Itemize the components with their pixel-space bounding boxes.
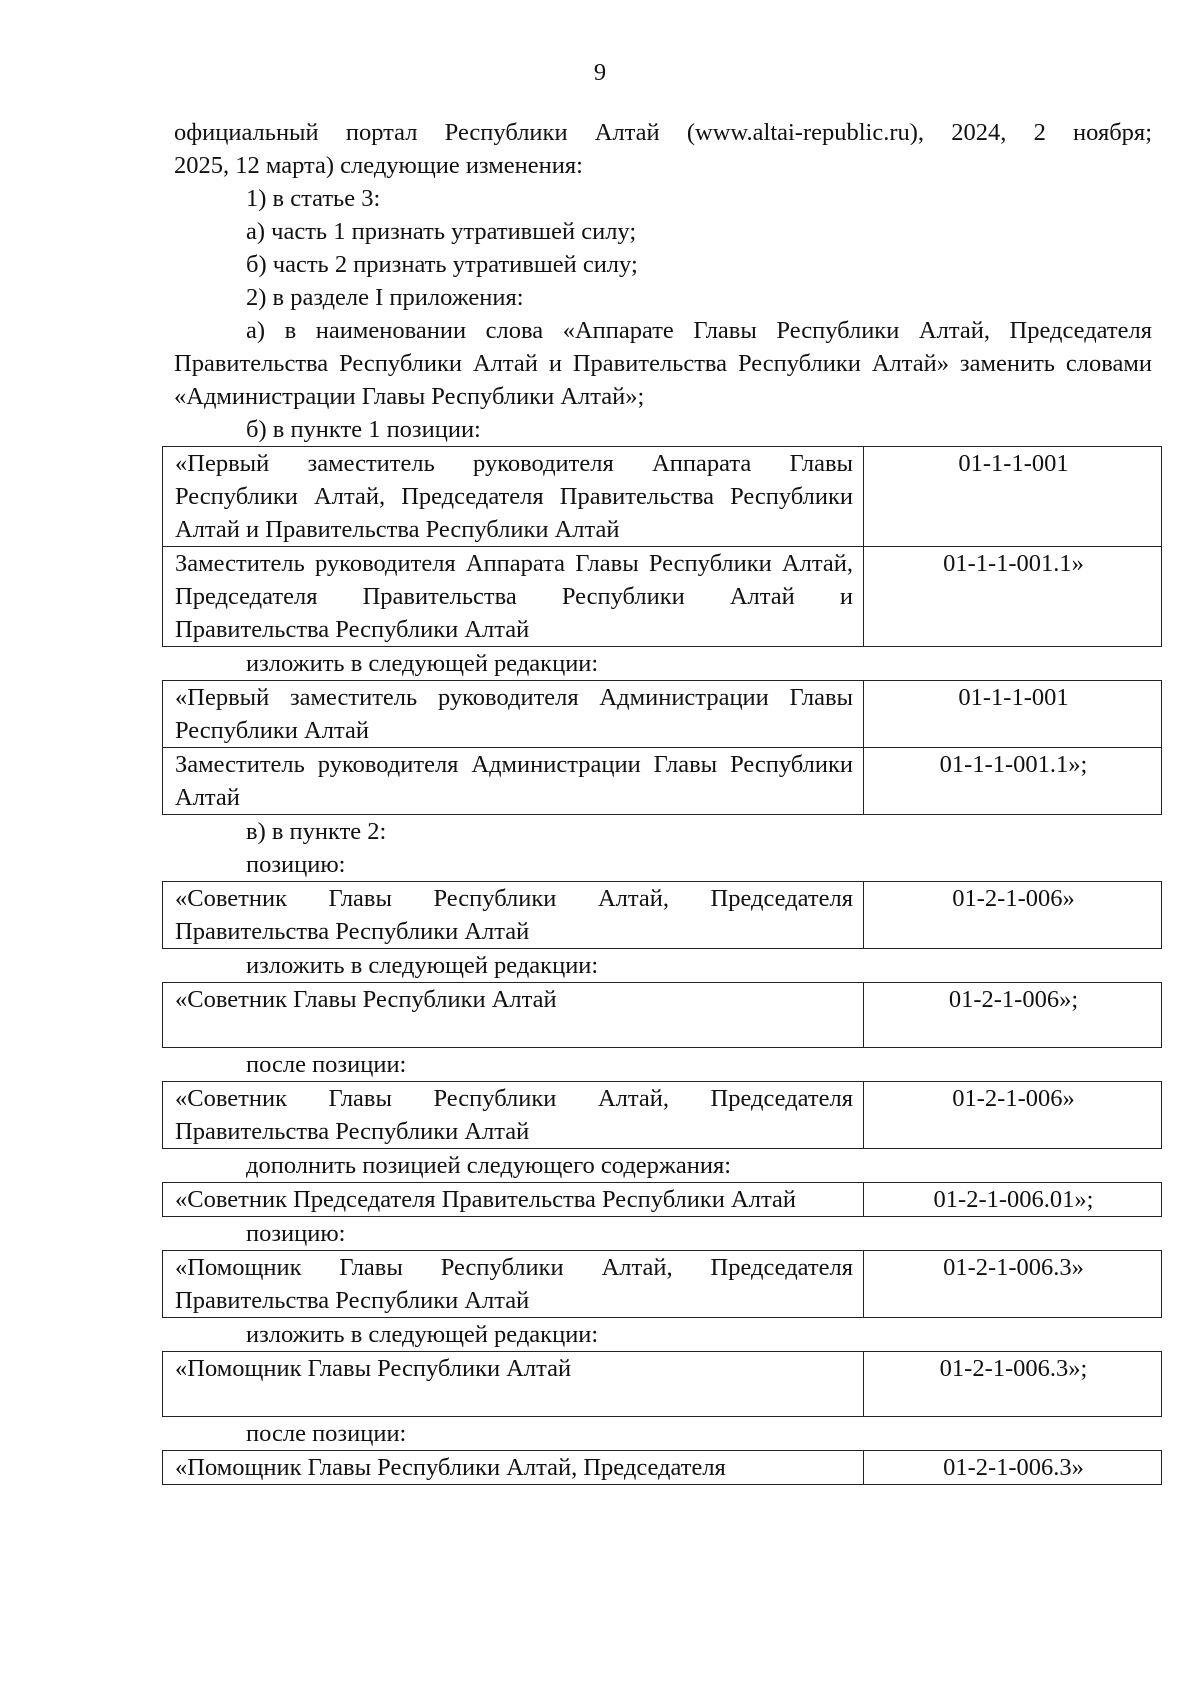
table-row [163, 1183, 1162, 1217]
table-row [163, 983, 1162, 1048]
position-code: 01-1-1-001.1»; [864, 748, 1162, 815]
intro-line-1: официальный портал Республики Алтай (www.altai-republic.ru), 2024, 2 ноября; [174, 119, 1152, 146]
positions-table-1 [162, 446, 1162, 647]
item-v-point-2: в) в пункте 2: [246, 818, 387, 845]
item-b-point-1: б) в пункте 1 позиции: [246, 416, 481, 443]
position-code: 01-2-1-006.3» [864, 1251, 1162, 1318]
position-name: «Первый заместитель руководителя Администрации Главы Республики Алтай [163, 681, 864, 748]
positions-table-9 [162, 1450, 1162, 1485]
instruction-edit-1: изложить в следующей редакции: [246, 650, 599, 677]
position-name: «Помощник Главы Республики Алтай [163, 1352, 864, 1417]
item-section-1: 2) в разделе I приложения: [246, 284, 524, 311]
instruction-position-2: позицию: [246, 1220, 346, 1247]
item-b-part-2: б) часть 2 признать утратившей силу; [246, 251, 638, 278]
table-row [163, 1082, 1162, 1149]
position-code: 01-1-1-001.1» [864, 547, 1162, 647]
table-row [163, 1352, 1162, 1417]
position-name: «Советник Главы Республики Алтай, Председателя Правительства Республики Алтай [163, 882, 864, 949]
positions-table-6 [162, 1182, 1162, 1217]
item-a-part-1: а) часть 1 признать утратившей силу; [246, 218, 637, 245]
position-code: 01-2-1-006»; [864, 983, 1162, 1048]
position-code: 01-2-1-006.01»; [864, 1183, 1162, 1217]
position-code: 01-2-1-006» [864, 882, 1162, 949]
table-row [163, 547, 1162, 647]
table-row [163, 882, 1162, 949]
item-article-3: 1) в статье 3: [246, 185, 381, 212]
instruction-position-1: позицию: [246, 851, 346, 878]
position-name: «Советник Главы Республики Алтай [163, 983, 864, 1048]
document-body [174, 116, 1152, 1485]
page-number: 9 [593, 59, 607, 86]
position-code: 01-1-1-001 [864, 681, 1162, 748]
position-name: «Советник Главы Республики Алтай, Председателя Правительства Республики Алтай [163, 1082, 864, 1149]
position-code: 01-1-1-001 [864, 447, 1162, 547]
instruction-after-1: после позиции: [246, 1051, 407, 1078]
positions-table-7 [162, 1250, 1162, 1318]
position-code: 01-2-1-006.3»; [864, 1352, 1162, 1417]
instruction-edit-3: изложить в следующей редакции: [246, 1321, 599, 1348]
table-row [163, 1451, 1162, 1485]
position-name: Заместитель руководителя Администрации Главы Республики Алтай [163, 748, 864, 815]
table-row [163, 681, 1162, 748]
positions-table-3 [162, 881, 1162, 949]
item-a-naming: а) в наименовании слова «Аппарате Главы Республики Алтай, Председателя Правительства Республики Алтай и Правительства Республики Алтай» заменить словами «Администрации Главы Республики Алтай»; [174, 317, 1152, 410]
table-row [163, 748, 1162, 815]
position-name: «Советник Председателя Правительства Республики Алтай [163, 1183, 864, 1217]
intro-line-2: 2025, 12 марта) следующие изменения: [174, 152, 583, 179]
position-name: «Первый заместитель руководителя Аппарата Главы Республики Алтай, Председателя Правительства Республики Алтай и Правительства Республики Алтай [163, 447, 864, 547]
position-code: 01-2-1-006.3» [864, 1451, 1162, 1485]
table-row [163, 447, 1162, 547]
position-name: «Помощник Главы Республики Алтай, Председателя [163, 1451, 864, 1485]
positions-table-8 [162, 1351, 1162, 1417]
table-row [163, 1251, 1162, 1318]
position-name: «Помощник Главы Республики Алтай, Председателя Правительства Республики Алтай [163, 1251, 864, 1318]
position-name: Заместитель руководителя Аппарата Главы Республики Алтай, Председателя Правительства Республики Алтай и Правительства Республики Алтай [163, 547, 864, 647]
positions-table-2 [162, 680, 1162, 815]
instruction-edit-2: изложить в следующей редакции: [246, 952, 599, 979]
instruction-add-1: дополнить позицией следующего содержания: [246, 1152, 732, 1179]
positions-table-5 [162, 1081, 1162, 1149]
positions-table-4 [162, 982, 1162, 1048]
position-code: 01-2-1-006» [864, 1082, 1162, 1149]
instruction-after-2: после позиции: [246, 1420, 407, 1447]
